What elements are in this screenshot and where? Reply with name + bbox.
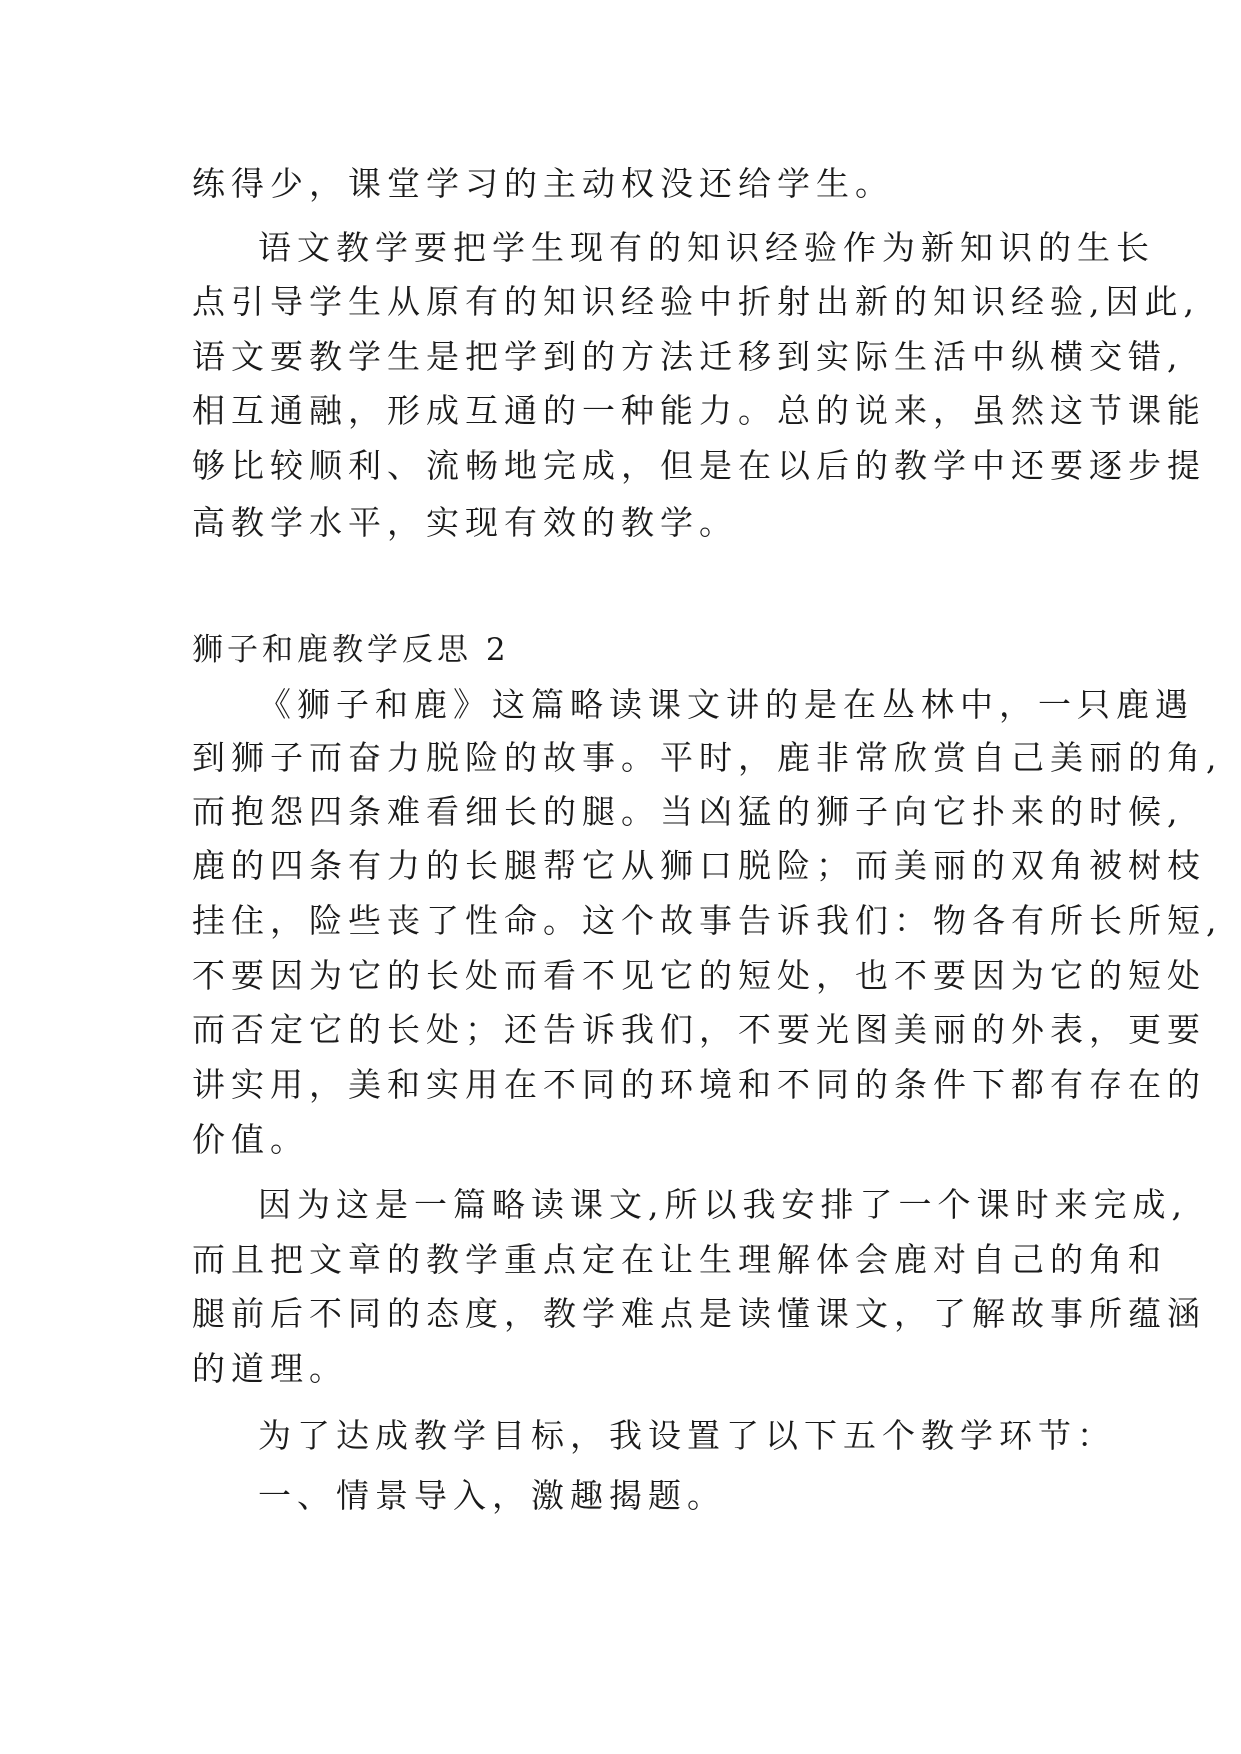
paragraph-line: 到狮子而奋力脱险的故事。平时，鹿非常欣赏自己美丽的角, bbox=[192, 738, 1223, 777]
paragraph-line: 语文教学要把学生现有的知识经验作为新知识的生长 bbox=[258, 228, 1155, 267]
paragraph-line: 《狮子和鹿》这篇略读课文讲的是在丛林中，一只鹿遇 bbox=[258, 685, 1194, 724]
paragraph-line: 讲实用，美和实用在不同的环境和不同的条件下都有存在的 bbox=[192, 1065, 1206, 1104]
paragraph-line: 挂住，险些丧了性命。这个故事告诉我们：物各有所长所短, bbox=[192, 901, 1223, 940]
paragraph-line: 而抱怨四条难看细长的腿。当凶猛的狮子向它扑来的时候, bbox=[192, 792, 1184, 831]
paragraph-line: 鹿的四条有力的长腿帮它从狮口脱险；而美丽的双角被树枝 bbox=[192, 846, 1206, 885]
paragraph-line: 的道理。 bbox=[192, 1349, 348, 1388]
paragraph-line: 而否定它的长处；还告诉我们，不要光图美丽的外表，更要 bbox=[192, 1010, 1206, 1049]
paragraph-line: 而且把文章的教学重点定在让生理解体会鹿对自己的角和 bbox=[192, 1240, 1167, 1279]
paragraph-line: 语文要教学生是把学到的方法迁移到实际生活中纵横交错, bbox=[192, 337, 1184, 376]
paragraph-line: 点引导学生从原有的知识经验中折射出新的知识经验,因此, bbox=[192, 282, 1200, 321]
section-title: 狮子和鹿教学反思 2 bbox=[192, 632, 510, 668]
paragraph-line: 高教学水平，实现有效的教学。 bbox=[192, 503, 738, 542]
paragraph-line: 不要因为它的长处而看不见它的短处，也不要因为它的短处 bbox=[192, 956, 1206, 995]
paragraph-line: 因为这是一篇略读课文,所以我安排了一个课时来完成, bbox=[258, 1185, 1188, 1224]
paragraph-line: 价值。 bbox=[192, 1120, 309, 1159]
paragraph-line: 为了达成教学目标，我设置了以下五个教学环节： bbox=[258, 1416, 1116, 1455]
paragraph-line: 相互通融，形成互通的一种能力。总的说来，虽然这节课能 bbox=[192, 391, 1206, 430]
paragraph-line: 练得少，课堂学习的主动权没还给学生。 bbox=[192, 164, 894, 203]
paragraph-line: 够比较顺利、流畅地完成，但是在以后的教学中还要逐步提 bbox=[192, 446, 1206, 485]
paragraph-line: 腿前后不同的态度，教学难点是读懂课文，了解故事所蕴涵 bbox=[192, 1294, 1206, 1333]
paragraph-line: 一、情景导入，激趣揭题。 bbox=[258, 1476, 726, 1515]
